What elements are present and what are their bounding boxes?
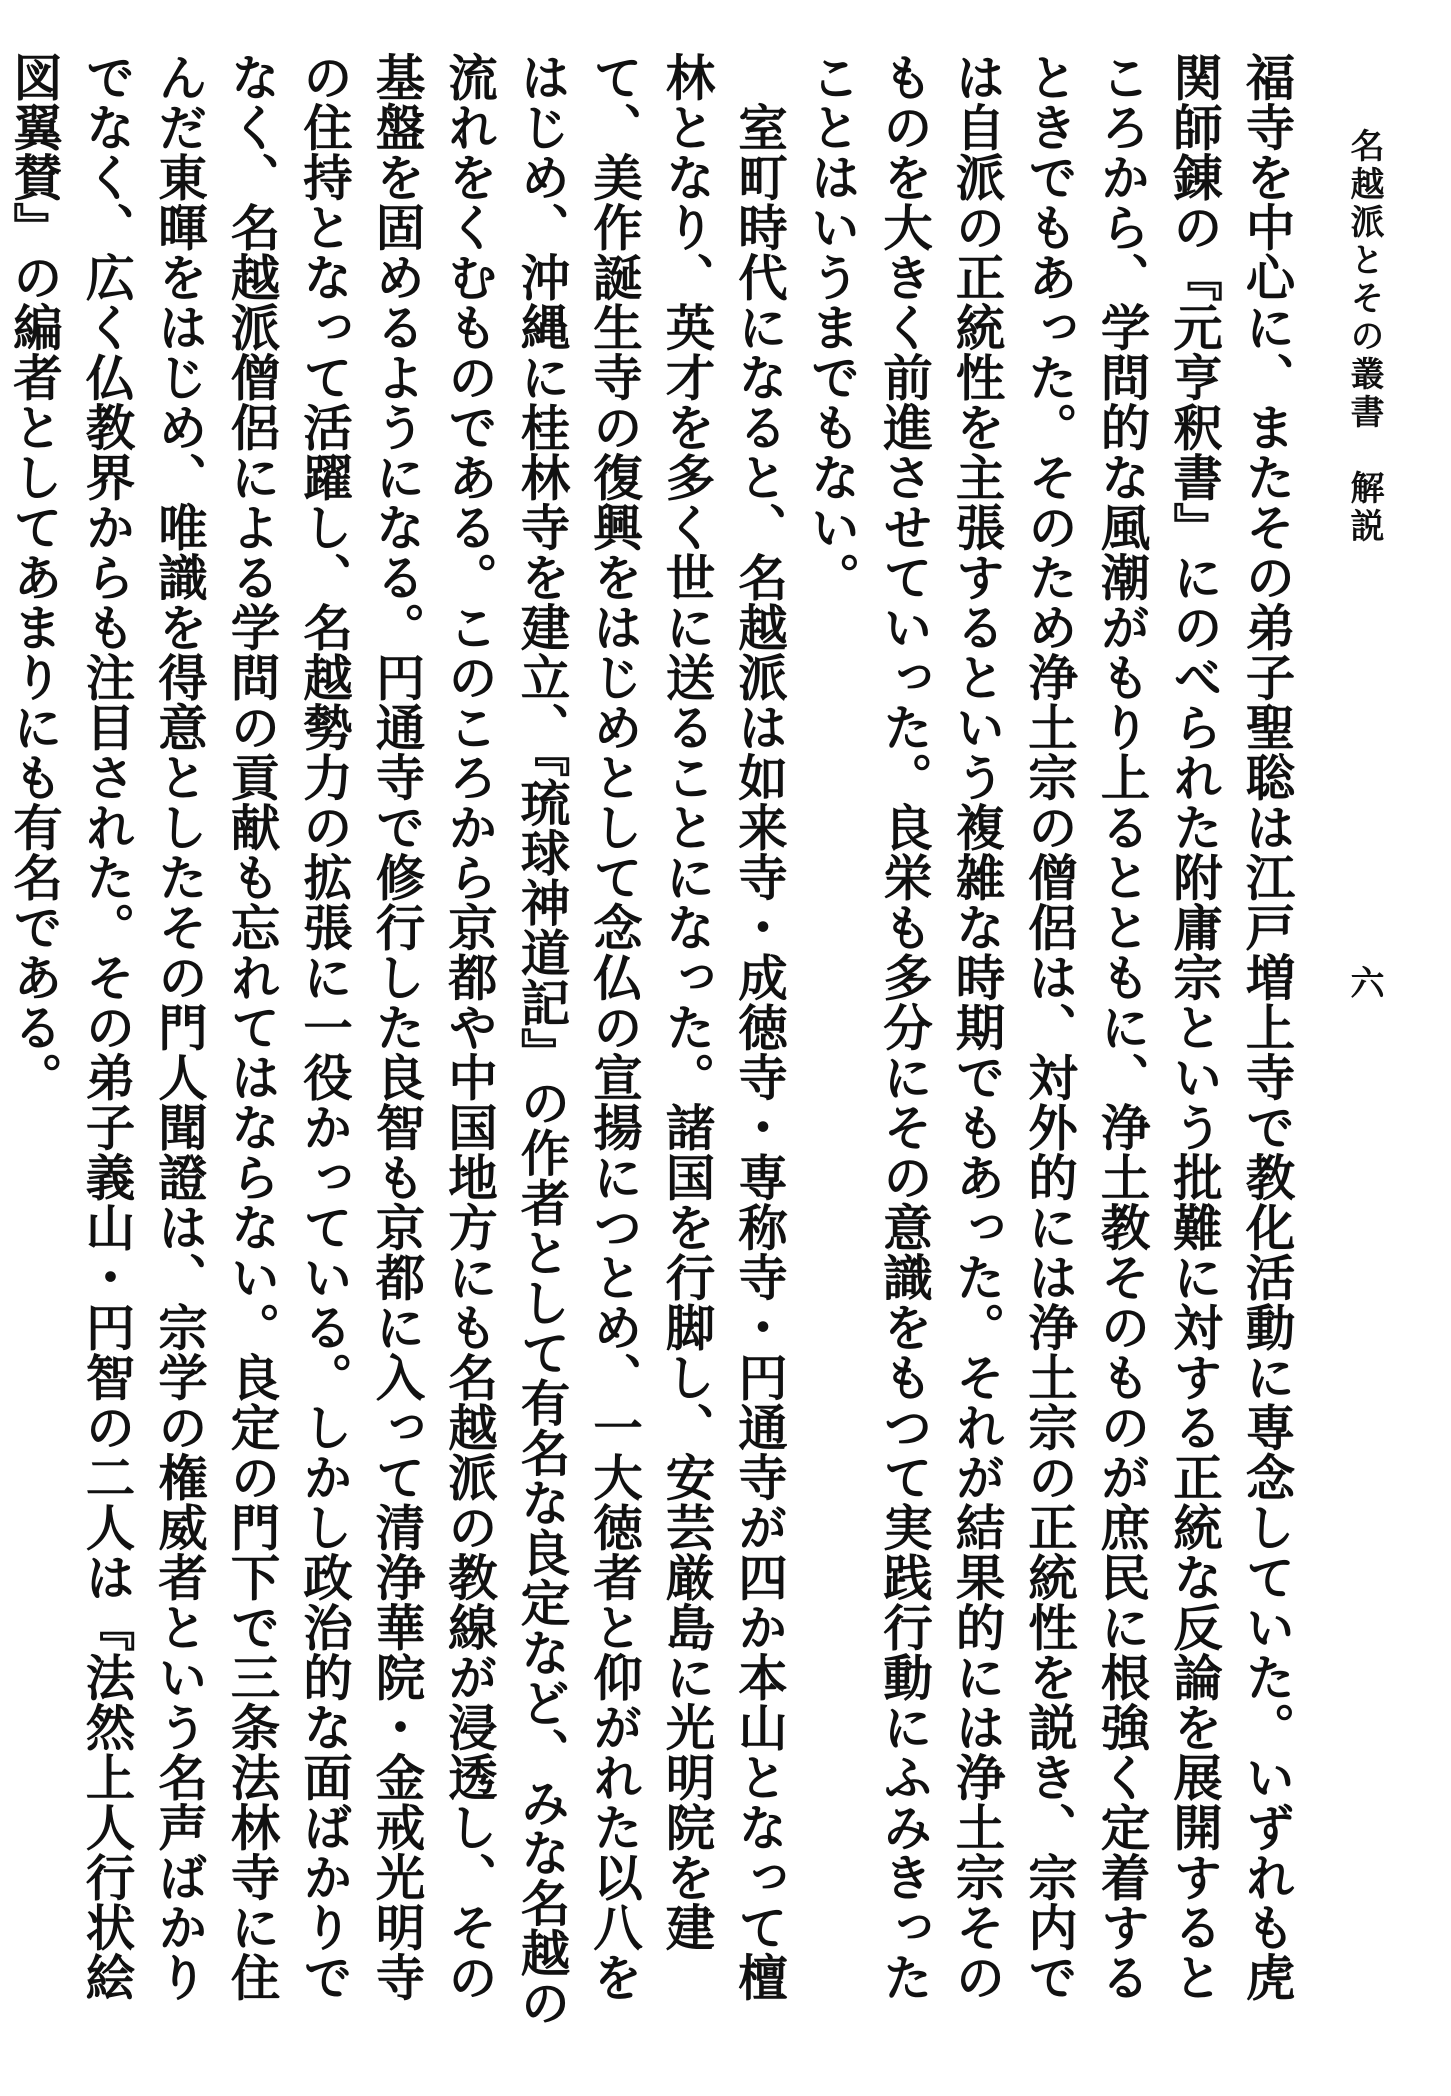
body-text — [5, 52, 1303, 2042]
paragraph-1: 福寺を中心に、またその弟子聖聡は江戸増上寺で教化活動に専念していた。いずれも虎関師錬の『元亨釈書』にのべられた附庸宗という批難に対する正統な反論を展開するところから、学問的な風潮がもり上るとともに、浄土教そのものが庶民に根強く定着するときでもあった。そのため浄土宗の僧侶は、対外的には浄土宗の正統性を説き、宗内では自派の正統性を主張するという複雑な時期でもあった。それが結果的には浄土宗そのものを大きく前進させていった。良栄も多分にその意識をもつて実践行動にふみきったことはいうまでもない。 — [803, 52, 1296, 2002]
paragraph-2: 室町時代になると、名越派は如来寺・成徳寺・専称寺・円通寺が四か本山となって檀林となり、英才を多く世に送ることになった。諸国を行脚し、安芸厳島に光明院を建て、美作誕生寺の復興をはじめとして念仏の宣揚につとめ、一大徳者と仰がれた以八をはじめ、沖縄に桂林寺を建立、『琉球神道記』の作者として有名な良定など、みな名越の流れをくむものである。このころから京都や中国地方にも名越派の教線が浸透し、その基盤を固めるようになる。円通寺で修行した良智も京都に入って清浄華院・金戒光明寺の住持となって活躍し、名越勢力の拡張に一役かっている。しかし政治的な面ばかりでなく、名越派僧侶による学問の貢献も忘れてはならない。良定の門下で三条法林寺に住んだ東暉をはじめ、唯識を得意としたその門人聞證は、宗学の権威者という名声ばかりでなく、広く仏教界からも注目された。その弟子義山・円智の二人は『法然上人行状絵図翼賛』の編者としてあまりにも有名である。 — [5, 52, 789, 2028]
page-number: 六 — [1344, 965, 1384, 999]
running-title: 名越派とその叢書 解説 — [1344, 128, 1384, 546]
